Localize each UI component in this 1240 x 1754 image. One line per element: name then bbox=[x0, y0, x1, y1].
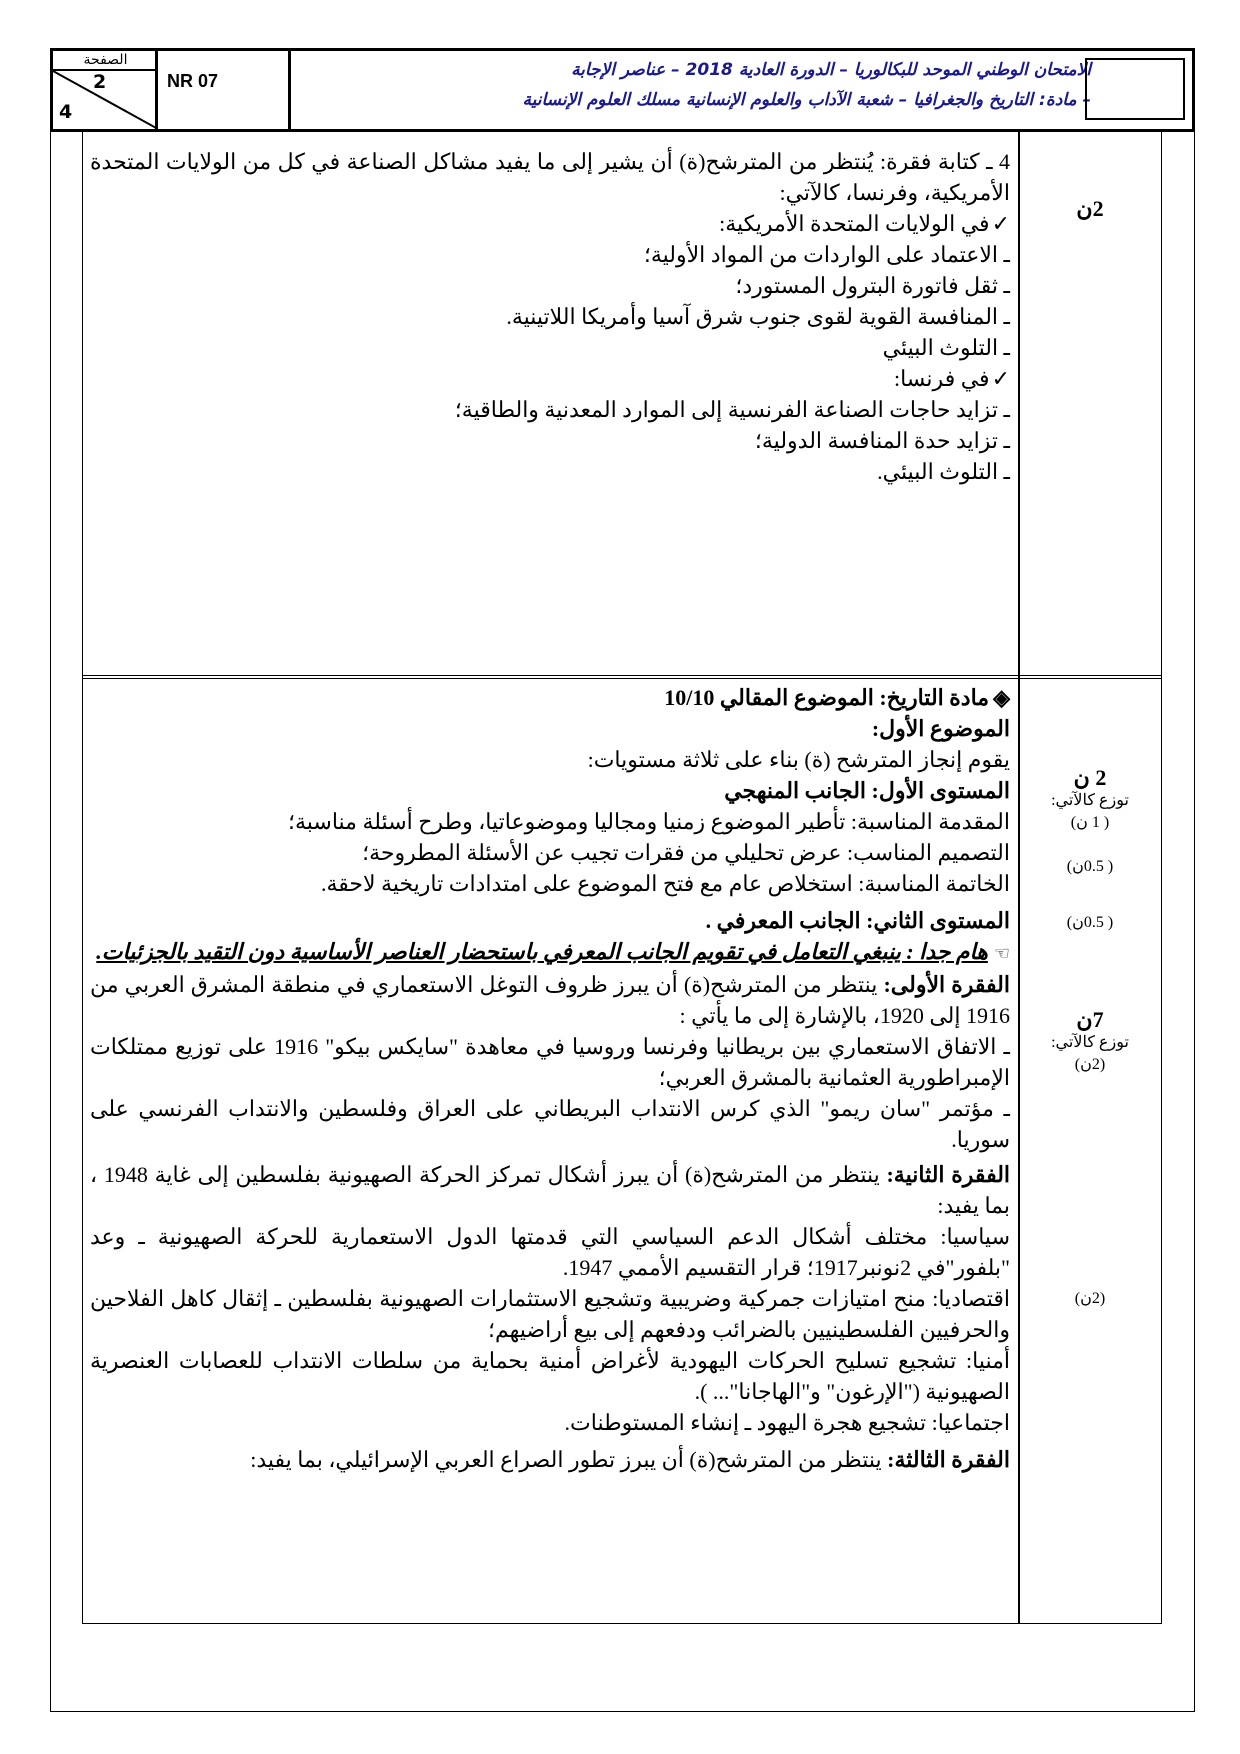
france-item: ـ التلوث البيئي. bbox=[877, 459, 1010, 484]
page-number: 2 bbox=[93, 71, 107, 93]
total-pages: 4 bbox=[59, 101, 73, 123]
paragraph1-score: (2ن) bbox=[1074, 1056, 1106, 1073]
usa-item: ـ ثقل فاتورة البترول المستورد؛ bbox=[735, 273, 1010, 298]
score-column-divider bbox=[1018, 132, 1020, 1624]
france-item: ـ تزايد حدة المنافسة الدولية؛ bbox=[754, 428, 1010, 453]
france-item: ـ تزايد حاجات الصناعة الفرنسية إلى الموارد المعدنية والطاقية؛ bbox=[454, 397, 1010, 422]
social-aspect: اجتماعيا: تشجيع هجرة اليهود ـ إنشاء المستوطنات. bbox=[564, 1410, 1010, 1435]
exam-title-line2: – مادة: التاريخ والجغرافيا – شعبة الآداب والعلوم الإنسانية مسلك العلوم الإنسانية bbox=[522, 90, 1091, 110]
usa-heading: ✓ في الولايات المتحدة الأمريكية: bbox=[90, 208, 1010, 239]
page-label: الصفحة bbox=[53, 51, 158, 71]
paragraph3: الفقرة الثالثة: ينتظر من المترشح(ة) أن يبرز تطور الصراع العربي الإسرائيلي، بما يفيد: bbox=[250, 1447, 1010, 1472]
conclusion-criterion: الخاتمة المناسبة: استخلاص عام مع فتح الموضوع على امتدادات تاريخية لاحقة. bbox=[320, 871, 1010, 896]
method-score: 2 ن توزع كالآتي: ( 1 ن) bbox=[1020, 768, 1160, 833]
economic-aspect: اقتصاديا: منح امتيازات جمركية وضريبية وتشجيع الاستثمارات الصهيونية بفلسطين ـ إثقال كاهل الفلاحين والحرفيين الفلسطينيين بالضرائب ودفعهم إلى بيع أراضيهم؛ bbox=[90, 1286, 1010, 1342]
design-criterion: التصميم المناسب: عرض تحليلي من فقرات تجيب عن الأسئلة المطروحة؛ bbox=[362, 840, 1010, 865]
paragraph1-item: ـ الاتفاق الاستعماري بين بريطانيا وفرنسا وروسيا في معاهدة "سايكس بيكو" 1916 على توزيع ممتلكات الإمبراطورية العثمانية بالمشرق العربي؛ bbox=[90, 1034, 1010, 1090]
important-note: ☜هام جدا : ينبغي التعامل في تقويم الجانب المعرفي باستحضار العناصر الأساسية دون التقيد بالجزئيات. bbox=[96, 939, 1010, 964]
knowledge-score: 7ن توزع كالآتي: (2ن) bbox=[1020, 1010, 1160, 1075]
exam-code: NR 07 bbox=[161, 51, 291, 129]
level1-heading: المستوى الأول: الجانب المنهجي bbox=[724, 778, 1010, 803]
intro-criterion: المقدمة المناسبة: تأطير الموضوع زمنيا ومجاليا وموضوعاتيا، وطرح أسئلة مناسبة؛ bbox=[287, 809, 1010, 834]
political-aspect: سياسيا: مختلف أشكال الدعم السياسي التي قدمتها الدول الاستعمارية للحركة الصهيونية ـ وعد "بلفور"في 2نونبر1917؛ قرار التقسيم الأممي 1947. bbox=[90, 1224, 1010, 1280]
section1-intro: 4 ـ كتابة فقرة: يُنتظر من المترشح(ة) أن يشير إلى ما يفيد مشاكل الصناعة في كل من الولايات المتحدة الأمريكية، وفرنسا، كالآتي: bbox=[90, 149, 1010, 205]
page-number-box bbox=[53, 51, 158, 129]
conclusion-score: ( 0.5ن) bbox=[1066, 914, 1114, 931]
pointing-hand-icon: ☜ bbox=[993, 943, 1010, 964]
level2-heading: المستوى الثاني: الجانب المعرفي . bbox=[705, 908, 1010, 933]
design-score: ( 0.5ن) bbox=[1066, 858, 1114, 875]
intro-score: ( 1 ن) bbox=[1070, 814, 1110, 831]
paragraph1-item: ـ مؤتمر "سان ريمو" الذي كرس الانتداب البريطاني على العراق وفلسطين والانتداب الفرنسي على سوريا. bbox=[90, 1096, 1010, 1152]
subject-title: ◈ مادة التاريخ: الموضوع المقالي 10/10 bbox=[90, 682, 1010, 713]
usa-item: ـ الاعتماد على الواردات من المواد الأولية؛ bbox=[643, 242, 1010, 267]
topic-title: الموضوع الأول: bbox=[871, 716, 1010, 741]
row-separator bbox=[82, 675, 1162, 679]
exam-header bbox=[50, 48, 1195, 132]
paragraph2: الفقرة الثانية: ينتظر من المترشح(ة) أن يبرز أشكال تمركز الحركة الصهيونية بفلسطين إلى غاية 1948 ، بما يفيد: bbox=[90, 1162, 1011, 1218]
paragraph2-score: (2ن) bbox=[1074, 1290, 1106, 1307]
levels-intro: يقوم إنجاز المترشح (ة) بناء على ثلاثة مستويات: bbox=[587, 747, 1010, 772]
section1-content bbox=[90, 146, 1010, 487]
security-aspect: أمنيا: تشجيع تسليح الحركات اليهودية لأغراض أمنية بحماية من سلطات الانتداب للعصابات العنصرية الصهيونية ("الإرغون" و"الهاجانا"... ). bbox=[90, 1348, 1010, 1404]
section2-content bbox=[90, 682, 1010, 1475]
empty-box bbox=[1085, 58, 1185, 120]
france-heading: ✓ في فرنسا: bbox=[90, 363, 1010, 394]
usa-item: ـ التلوث البيئي bbox=[882, 335, 1010, 360]
section1-score: 2ن bbox=[1076, 196, 1104, 221]
exam-title bbox=[297, 55, 1111, 115]
paragraph1: الفقرة الأولى: ينتظر من المترشح(ة) أن يبرز ظروف التوغل الاستعماري في منطقة المشرق العربي من 1916 إلى 1920، بالإشارة إلى ما يأتي : bbox=[90, 972, 1010, 1028]
exam-title-line1: الامتحان الوطني الموحد للبكالوريا – الدورة العادية 2018 – عناصر الإجابة bbox=[571, 60, 1091, 80]
usa-item: ـ المنافسة القوية لقوى جنوب شرق آسيا وأمريكا اللاتينية. bbox=[506, 304, 1010, 329]
